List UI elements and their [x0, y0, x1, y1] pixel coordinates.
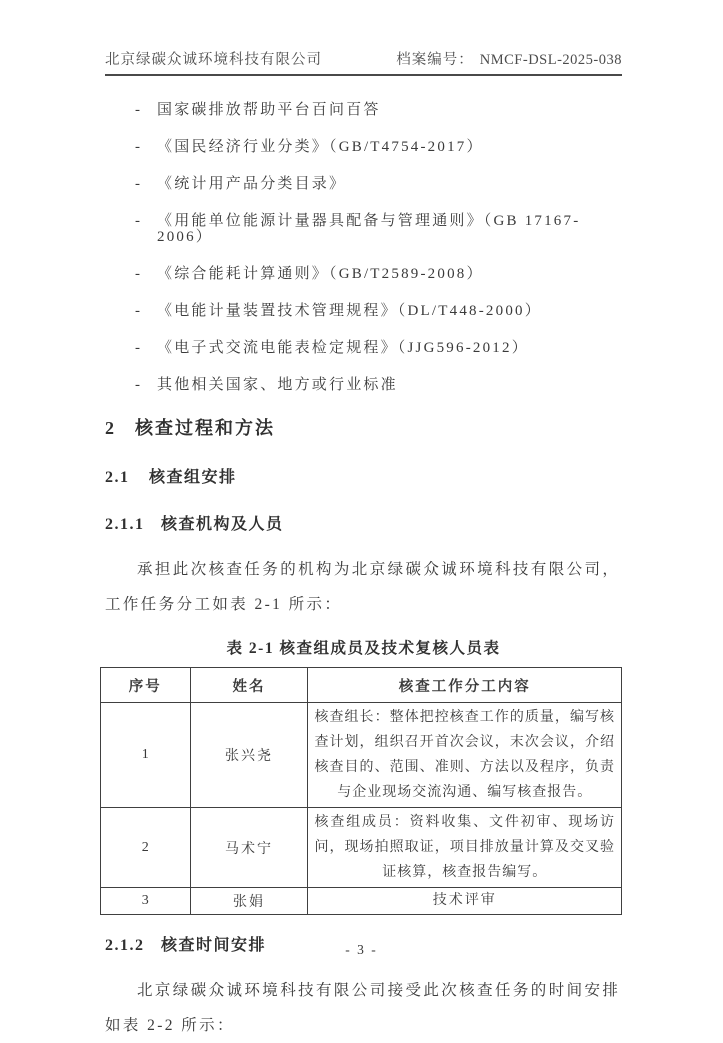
dash-bullet: - [135, 303, 143, 319]
reference-item [105, 266, 622, 282]
reference-item [105, 340, 622, 356]
section-heading-2-1-1 [105, 511, 622, 534]
reference-item [105, 377, 622, 393]
archive-number [396, 48, 622, 69]
table-row [101, 808, 622, 888]
reference-item-text: 《电子式交流电能表检定规程》（JJG596-2012） [157, 340, 529, 356]
dash-bullet: - [135, 176, 143, 192]
section-number: 2.1.1 [105, 516, 145, 533]
paragraph-line: 工作任务分工如表 2-1 所示： [105, 596, 343, 613]
paragraph-line: 承担此次核查任务的机构为北京绿碳众诚环境科技有限公司， [137, 561, 621, 578]
dash-bullet: - [135, 139, 143, 155]
cell-duty: 技术评审 [308, 888, 622, 915]
reference-item-text: 《国民经济行业分类》（GB/T4754-2017） [157, 139, 484, 155]
cell-duty: 核查组成员：资料收集、文件初审、现场访问，现场拍照取证，项目排放量计算及交叉验证核算，核查报告编写。 [308, 808, 622, 888]
page-content [105, 0, 622, 1043]
paragraph-line: 如表 2-2 所示： [105, 1017, 235, 1034]
section-heading-2 [105, 414, 622, 440]
table-header-row [101, 668, 622, 703]
table-row [101, 888, 622, 915]
column-header-seq: 序号 [101, 668, 191, 703]
cell-name: 张娟 [190, 888, 308, 915]
reference-item [105, 102, 622, 118]
table-2-1-caption: 表 2-1 核查组成员及技术复核人员表 [226, 640, 501, 657]
reference-item-text: 《电能计量装置技术管理规程》（DL/T448-2000） [157, 303, 542, 319]
section-title: 核查时间安排 [161, 937, 267, 954]
archive-number-label: 档案编号： [396, 52, 474, 68]
reference-list [105, 102, 622, 393]
reference-item-text: 国家碳排放帮助平台百问百答 [157, 102, 381, 118]
cell-seq: 3 [101, 888, 191, 915]
column-header-name: 姓名 [190, 668, 308, 703]
table-row [101, 703, 622, 808]
document-header [105, 0, 622, 69]
section-number: 2.1 [105, 469, 130, 486]
header-company-name: 北京绿碳众诚环境科技有限公司 [105, 52, 322, 68]
reference-item-text: 《用能单位能源计量器具配备与管理通则》（GB 17167-2006） [157, 213, 581, 245]
dash-bullet: - [135, 213, 143, 229]
cell-name: 张兴尧 [190, 703, 308, 808]
reference-item [105, 213, 622, 245]
paragraph-2-1-2 [105, 973, 622, 1043]
paragraph-line: 北京绿碳众诚环境科技有限公司接受此次核查任务的时间安排 [137, 982, 621, 999]
dash-bullet: - [135, 340, 143, 356]
cell-duty: 核查组长：整体把控核查工作的质量，编写核查计划，组织召开首次会议，末次会议，介绍核查目的、范围、准则、方法以及程序，负责与企业现场交流沟通、编写核查报告。 [308, 703, 622, 808]
section-title: 核查组安排 [149, 469, 237, 486]
reference-item-text: 《综合能耗计算通则》（GB/T2589-2008） [157, 266, 484, 282]
reference-item [105, 176, 622, 192]
section-title: 核查机构及人员 [161, 516, 284, 533]
reference-item [105, 139, 622, 155]
header-divider [105, 74, 622, 76]
cell-seq: 2 [101, 808, 191, 888]
paragraph-2-1-1 [105, 552, 622, 622]
section-number: 2.1.2 [105, 937, 145, 954]
cell-name: 马术宁 [190, 808, 308, 888]
reference-item [105, 303, 622, 319]
dash-bullet: - [135, 266, 143, 282]
archive-number-value: NMCF-DSL-2025-038 [479, 52, 622, 68]
dash-bullet: - [135, 102, 143, 118]
table-2-1 [100, 667, 622, 915]
dash-bullet: - [135, 377, 143, 393]
section-heading-2-1 [105, 464, 622, 487]
section-number: 2 [105, 418, 116, 438]
page-number: - 3 - [345, 942, 378, 957]
section-title: 核查过程和方法 [135, 418, 275, 438]
reference-item-text: 其他相关国家、地方或行业标准 [157, 377, 398, 393]
cell-seq: 1 [101, 703, 191, 808]
reference-item-text: 《统计用产品分类目录》 [157, 176, 347, 192]
column-header-duty: 核查工作分工内容 [308, 668, 622, 703]
